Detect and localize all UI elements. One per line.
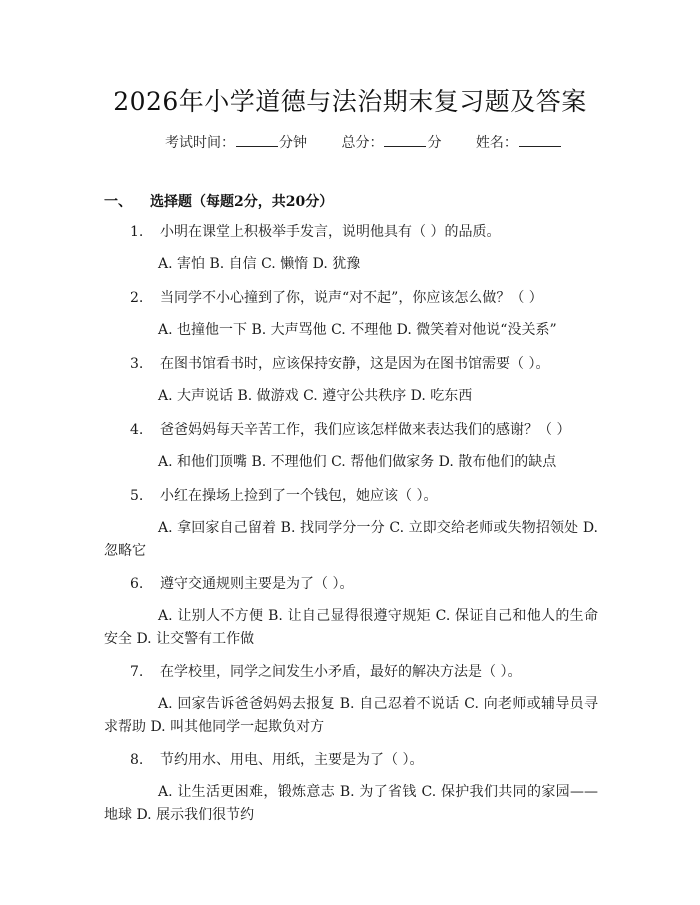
- question-stem: [104, 750, 598, 770]
- question-number: 5.: [130, 488, 144, 504]
- question-stem: [104, 288, 598, 308]
- question-options: A. 拿回家自己留着 B. 找同学分一分 C. 立即交给老师或失物招领处 D. 忽略它: [104, 520, 598, 559]
- question-options: A. 大声说话 B. 做游戏 C. 遵守公共秩序 D. 吃东西: [158, 388, 473, 404]
- question-text: 小红在操场上捡到了一个钱包，她应该（ ）。: [160, 488, 438, 504]
- total-score-blank: [384, 132, 426, 147]
- page-title: 2026年小学道德与法治期末复习题及答案: [113, 87, 587, 116]
- question-stem: [104, 486, 598, 506]
- question-text: 小明在课堂上积极举手发言，说明他具有（ ）的品质。: [160, 224, 501, 240]
- exam-time-label: 考试时间：: [165, 135, 235, 151]
- student-name-blank: [519, 132, 561, 147]
- question-options: A. 让别人不方便 B. 让自己显得很遵守规矩 C. 保证自己和他人的生命安全 D. 让交警有工作做: [104, 608, 598, 647]
- exam-time: [165, 135, 307, 151]
- exam-time-unit: 分钟: [279, 135, 307, 151]
- question-text: 遵守交通规则主要是为了（ ）。: [160, 576, 354, 592]
- section-label: 选择题（每题2分，共20分）: [150, 194, 334, 210]
- question-options: A. 和他们顶嘴 B. 不理他们 C. 帮他们做家务 D. 散布他们的缺点: [158, 454, 557, 470]
- question-number: 4.: [130, 422, 144, 438]
- question-number: 1.: [130, 224, 144, 240]
- question-stem: [104, 354, 598, 374]
- question-stem: [104, 222, 598, 242]
- question-number: 3.: [130, 356, 144, 372]
- question-options: A. 也撞他一下 B. 大声骂他 C. 不理他 D. 微笑着对他说“没关系”: [158, 322, 557, 338]
- question-options: A. 让生活更困难，锻炼意志 B. 为了省钱 C. 保护我们共同的家园——地球 D. 展示我们很节约: [104, 784, 598, 823]
- section-heading: [104, 191, 333, 211]
- student-name-label: 姓名：: [475, 135, 518, 151]
- question-text: 在图书馆看书时，应该保持安静，这是因为在图书馆需要（ ）。: [160, 356, 550, 372]
- question-number: 7.: [130, 664, 144, 680]
- exam-info: [165, 132, 592, 152]
- question-stem: [104, 662, 598, 682]
- total-score-label: 总分：: [341, 135, 384, 151]
- total-score-unit: 分: [427, 135, 442, 151]
- exam-time-blank: [236, 132, 278, 147]
- question-text: 节约用水、用电、用纸，主要是为了（ ）。: [160, 752, 424, 768]
- question-list: [104, 222, 598, 838]
- question-stem: [104, 574, 598, 594]
- question-number: 8.: [130, 752, 144, 768]
- student-name: [476, 135, 562, 151]
- question-text: 在学校里，同学之间发生小矛盾，最好的解决方法是（ ）。: [160, 664, 522, 680]
- question-number: 6.: [130, 576, 144, 592]
- question-text: 爸爸妈妈每天辛苦工作，我们应该怎样做来表达我们的感谢？（ ）: [160, 422, 571, 438]
- question-options: A. 害怕 B. 自信 C. 懒惰 D. 犹豫: [158, 256, 361, 272]
- question-number: 2.: [130, 290, 144, 306]
- question-stem: [104, 420, 598, 440]
- section-number: 一、: [104, 194, 132, 210]
- question-options: A. 回家告诉爸爸妈妈去报复 B. 自己忍着不说话 C. 向老师或辅导员寻求帮助 D. 叫其他同学一起欺负对方: [104, 696, 598, 735]
- total-score: [341, 135, 441, 151]
- question-text: 当同学不小心撞到了你，说声“对不起”，你应该怎么做？（ ）: [160, 290, 543, 306]
